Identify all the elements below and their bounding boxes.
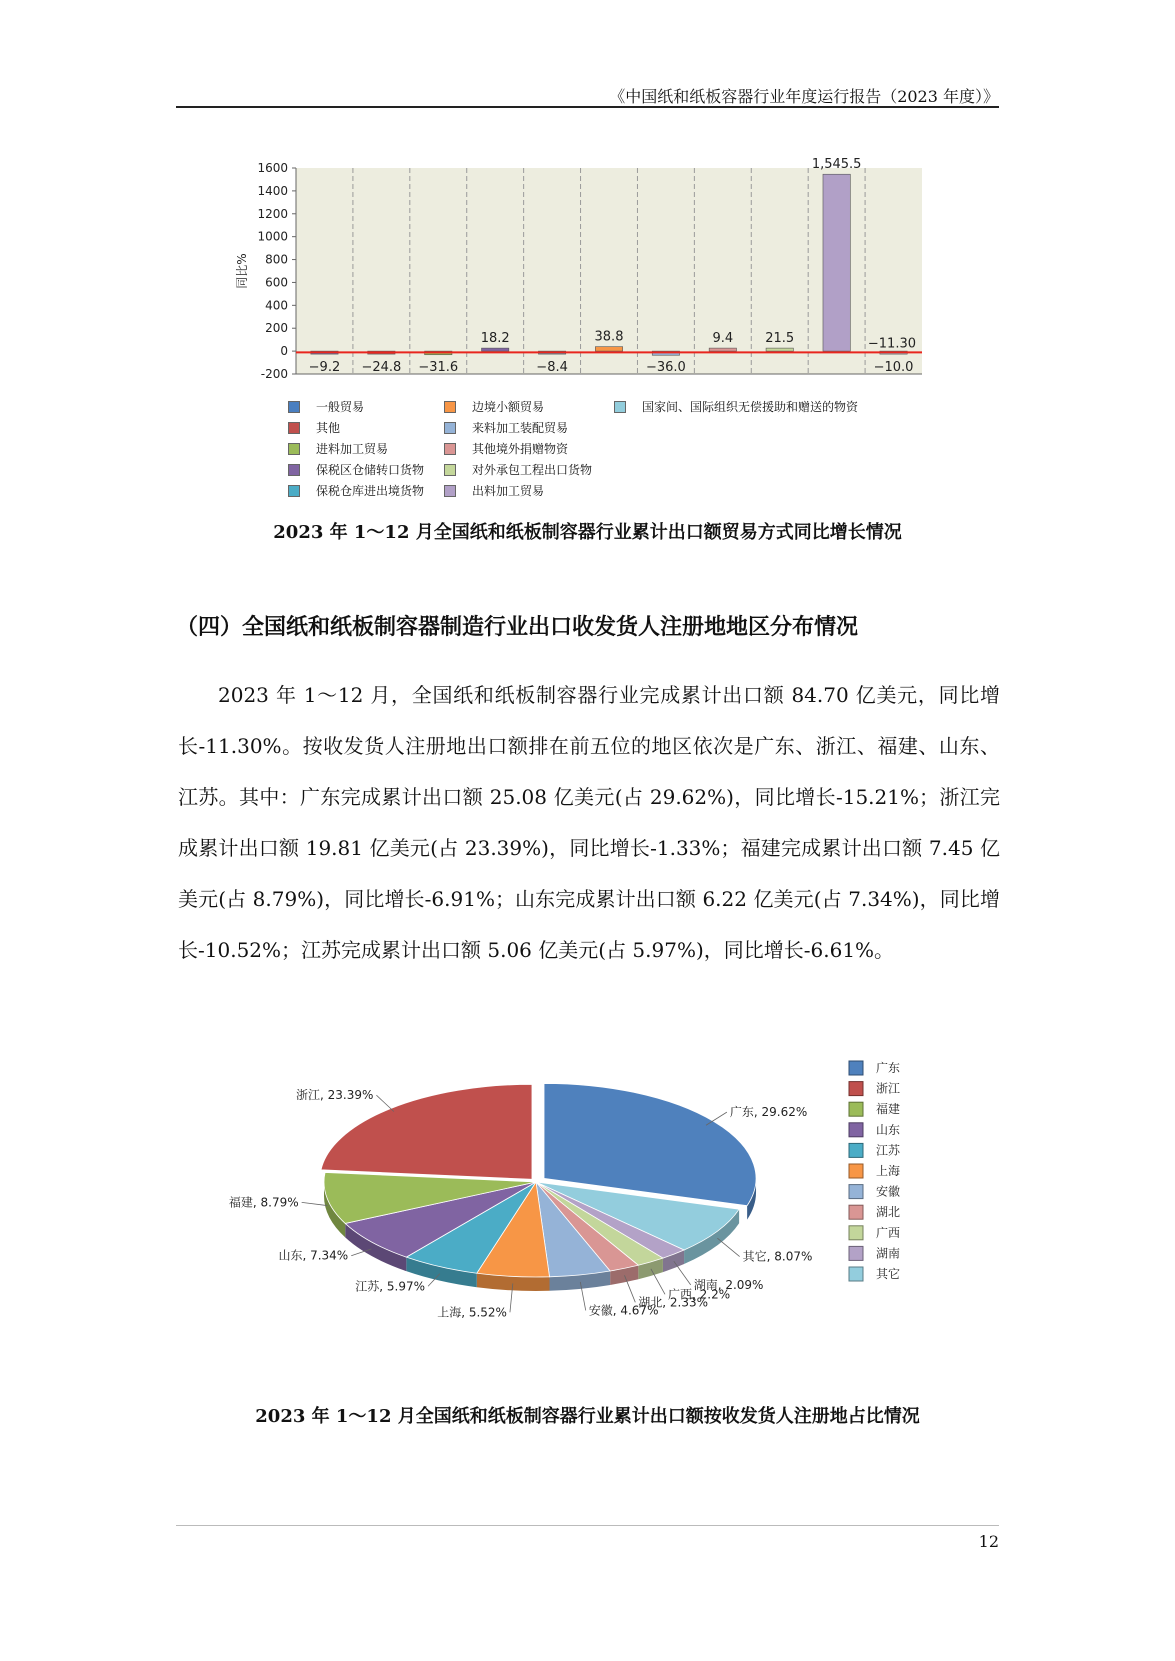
legend-label: 出料加工贸易 (472, 484, 545, 498)
pie-legend-swatch (849, 1226, 863, 1240)
bar-chart-caption: 2023 年 1～12 月全国纸和纸板制容器行业累计出口额贸易方式同比增长情况 (273, 522, 902, 543)
pie-label: 山东, 7.34% (278, 1248, 349, 1263)
y-tick-label: 600 (265, 275, 288, 290)
y-tick-label: 1200 (257, 206, 288, 221)
pie-legend-label: 上海 (876, 1164, 901, 1178)
trade-mode-growth-bar-chart (226, 152, 946, 392)
legend-item (288, 440, 388, 457)
legend-swatch (444, 464, 456, 476)
pie-chart-caption: 2023 年 1～12 月全国纸和纸板制容器行业累计出口额按收发货人注册地占比情况 (255, 1406, 920, 1427)
pie-legend-label: 其它 (876, 1267, 901, 1281)
legend-swatch (444, 485, 456, 497)
pie-label: 江苏, 5.97% (355, 1279, 426, 1294)
legend-label: 来料加工装配贸易 (472, 421, 569, 435)
bar-label: −10.0 (873, 360, 914, 376)
pie-legend-swatch (849, 1164, 863, 1178)
pie-legend-label: 广东 (876, 1061, 901, 1075)
pie-legend-label: 湖北 (876, 1205, 901, 1220)
legend-item (288, 482, 424, 499)
pie-legend-swatch (849, 1246, 863, 1260)
legend-swatch (288, 401, 300, 413)
pie-legend-swatch (849, 1143, 863, 1157)
y-tick-label: 1000 (257, 229, 288, 244)
legend-swatch (444, 443, 456, 455)
pie-legend-swatch (849, 1267, 863, 1281)
legend-label: 其他 (316, 421, 341, 435)
pie-legend-swatch (849, 1185, 863, 1199)
bar-label: −24.8 (361, 360, 402, 376)
legend-label: 保税仓库进出境货物 (316, 484, 425, 498)
pie-label: 福建, 8.79% (228, 1195, 299, 1210)
legend-swatch (288, 422, 300, 434)
bar-label: −8.4 (536, 360, 568, 376)
bar-label: −36.0 (645, 360, 686, 376)
pie-legend-label: 安徽 (876, 1184, 901, 1199)
y-tick-label: 1600 (257, 161, 288, 175)
footer-rule (176, 1525, 999, 1526)
pie-label: 其它, 8.07% (742, 1249, 813, 1264)
y-axis-label: 同比% (235, 253, 249, 289)
legend-swatch (614, 401, 626, 413)
pie-legend-label: 广西 (876, 1225, 901, 1240)
section-heading: （四）全国纸和纸板制容器制造行业出口收发货人注册地地区分布情况 (176, 615, 859, 640)
y-tick-label: -200 (260, 367, 288, 381)
bar-label: 18.2 (480, 331, 510, 347)
pie-legend-swatch (849, 1061, 863, 1075)
legend-item (444, 440, 568, 457)
pie-label: 湖北, 2.33% (638, 1295, 709, 1310)
bar-label: 21.5 (765, 331, 795, 347)
pie-label: 浙江, 23.39% (296, 1088, 374, 1103)
legend-label: 对外承包工程出口货物 (472, 463, 593, 477)
pie-legend-label: 湖南 (876, 1246, 901, 1261)
legend-item (444, 419, 568, 436)
body-paragraph: 2023 年 1～12 月，全国纸和纸板制容器行业完成累计出口额 84.70 亿美元，同比增长-11.30%。按收发货人注册地出口额排在前五位的地区依次是广东、浙江、福建、山东、江苏。其中：广东完成累计出口额 25.08 亿美元(占 29.62%)，同比增长-15.21%；浙江完成累计出口额 19.81 亿美元(占 23.39%)，同比增长-1.33%；福建完成累计出口额 7.45 亿美元(占 8.79%)，同比增长-6.91%；山东完成累计出口额 6.22 亿美元(占 7.34%)，同比增长-10.52%；江苏完成累计出口额 5.06 亿美元(占 5.97%)，同比增长-6.61%。 (178, 683, 1000, 962)
legend-item (444, 482, 544, 499)
pie-legend-swatch (849, 1102, 863, 1116)
legend-swatch (288, 464, 300, 476)
bar-label: 38.8 (594, 329, 624, 345)
bar-chart-legend (288, 398, 928, 502)
header-rule (176, 106, 999, 108)
pie-legend-label: 山东 (876, 1122, 901, 1137)
pie-leader-line (302, 1202, 328, 1205)
legend-swatch (288, 443, 300, 455)
bar-label: 1,545.5 (811, 157, 862, 173)
pie-legend-swatch (849, 1123, 863, 1137)
pie-leader-line (376, 1095, 393, 1111)
pie-legend-label: 福建 (876, 1102, 901, 1117)
legend-item (288, 398, 364, 415)
legend-item (614, 398, 858, 415)
legend-label: 边境小额贸易 (472, 400, 545, 414)
page-number: 12 (978, 1532, 999, 1551)
bar (766, 348, 793, 351)
pie-label: 湖南, 2.09% (693, 1277, 764, 1292)
legend-label: 一般贸易 (316, 400, 365, 414)
legend-item (288, 419, 340, 436)
bar-label: 9.4 (712, 331, 734, 347)
pie-leader-line (717, 1238, 739, 1256)
bar-label: −9.2 (308, 360, 341, 376)
reference-line-label: −11.30 (867, 336, 916, 352)
bar (595, 347, 622, 351)
pie-label: 安徽, 4.67% (588, 1303, 659, 1318)
legend-label: 保税区仓储转口货物 (316, 463, 425, 477)
bar (823, 174, 850, 351)
legend-label: 国家间、国际组织无偿援助和赠送的物资 (642, 400, 859, 414)
y-tick-label: 0 (280, 344, 288, 359)
y-tick-label: 1400 (257, 183, 288, 198)
legend-item (288, 461, 424, 478)
pie-legend-swatch (849, 1082, 863, 1096)
pie-legend-swatch (849, 1205, 863, 1219)
bar (709, 348, 736, 351)
pie-legend-label: 浙江 (876, 1081, 901, 1096)
legend-item (444, 398, 544, 415)
legend-swatch (288, 485, 300, 497)
legend-swatch (444, 401, 456, 413)
pie-legend-label: 江苏 (876, 1143, 901, 1158)
pie-label: 广东, 29.62% (729, 1105, 808, 1120)
report-header-title: 《中国纸和纸板容器行业年度运行报告（2023 年度）》 (609, 87, 999, 106)
y-tick-label: 200 (265, 321, 288, 336)
pie-label: 上海, 5.52% (437, 1305, 507, 1320)
pie-label: 广西, 2.2% (667, 1287, 731, 1302)
legend-label: 其他境外捐赠物资 (472, 442, 569, 456)
region-share-pie-chart (176, 1050, 999, 1350)
y-tick-label: 400 (265, 298, 288, 313)
bar (482, 348, 509, 351)
y-tick-label: 800 (265, 252, 288, 267)
legend-label: 进料加工贸易 (316, 442, 389, 456)
bar-label: −31.6 (418, 360, 459, 376)
legend-swatch (444, 422, 456, 434)
legend-item (444, 461, 592, 478)
